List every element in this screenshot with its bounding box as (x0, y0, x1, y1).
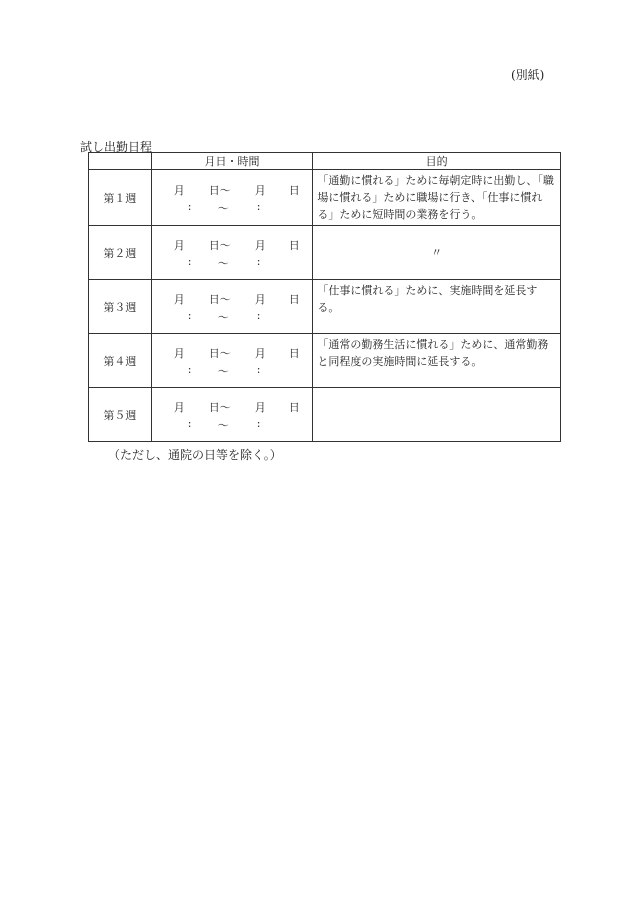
month-label: 月 (173, 292, 185, 306)
tilde: 〜 (219, 292, 231, 306)
day-label: 日 (288, 238, 300, 252)
footnote: （ただし、通院の日等を除く。） (108, 448, 282, 462)
week-cell: 第５週 (89, 388, 152, 442)
purpose-cell (313, 388, 561, 442)
attachment-note: (別紙) (511, 68, 545, 82)
month-label: 月 (254, 183, 266, 197)
purpose-cell: 「通常の勤務生活に慣れる」ために、通常勤務と同程度の実施時間に延長する。 (313, 334, 561, 388)
tilde: 〜 (219, 183, 231, 197)
header-purpose: 目的 (313, 153, 561, 170)
colon: : (256, 308, 261, 322)
colon: : (187, 254, 192, 268)
tilde: 〜 (217, 256, 229, 270)
month-label: 月 (173, 238, 185, 252)
day-label: 日 (208, 346, 220, 360)
table-row (89, 280, 561, 334)
month-label: 月 (173, 346, 185, 360)
day-label: 日 (208, 238, 220, 252)
datetime-cell (151, 388, 313, 442)
colon: : (256, 199, 261, 213)
schedule-table (88, 152, 561, 442)
month-label: 月 (173, 400, 185, 414)
month-label: 月 (254, 400, 266, 414)
week-cell: 第３週 (89, 280, 152, 334)
colon: : (256, 362, 261, 376)
month-label: 月 (254, 238, 266, 252)
schedule-heading: 試し出勤日程 (80, 140, 153, 154)
datetime-cell (151, 334, 313, 388)
week-cell: 第１週 (89, 170, 152, 226)
week-cell: 第２週 (89, 226, 152, 280)
colon: : (256, 254, 261, 268)
colon: : (187, 416, 192, 430)
tilde: 〜 (219, 238, 231, 252)
table-row (89, 334, 561, 388)
colon: : (187, 362, 192, 376)
datetime-cell (151, 226, 313, 280)
day-label: 日 (208, 292, 220, 306)
datetime-cell (151, 280, 313, 334)
month-label: 月 (254, 346, 266, 360)
day-label: 日 (288, 292, 300, 306)
colon: : (187, 308, 192, 322)
day-label: 日 (208, 400, 220, 414)
header-datetime: 月日・時間 (151, 153, 313, 170)
colon: : (256, 416, 261, 430)
purpose-cell: 〃 (313, 226, 561, 280)
tilde: 〜 (217, 418, 229, 432)
table-row (89, 226, 561, 280)
purpose-cell: 「仕事に慣れる」ために、実施時間を延長する。 (313, 280, 561, 334)
tilde: 〜 (217, 364, 229, 378)
table-header-row (89, 153, 561, 170)
day-label: 日 (208, 183, 220, 197)
month-label: 月 (254, 292, 266, 306)
day-label: 日 (288, 183, 300, 197)
colon: : (187, 199, 192, 213)
month-label: 月 (173, 183, 185, 197)
day-label: 日 (288, 346, 300, 360)
week-cell: 第４週 (89, 334, 152, 388)
table-row (89, 388, 561, 442)
day-label: 日 (288, 400, 300, 414)
header-week (89, 153, 152, 170)
tilde: 〜 (219, 346, 231, 360)
purpose-cell: 「通勤に慣れる」ために毎朝定時に出勤し、「職場に慣れる」ために職場に行き、「仕事に慣れる」ために短時間の業務を行う。 (313, 170, 561, 226)
tilde: 〜 (217, 310, 229, 324)
tilde: 〜 (219, 400, 231, 414)
table-row (89, 170, 561, 226)
datetime-cell (151, 170, 313, 226)
tilde: 〜 (217, 201, 229, 215)
